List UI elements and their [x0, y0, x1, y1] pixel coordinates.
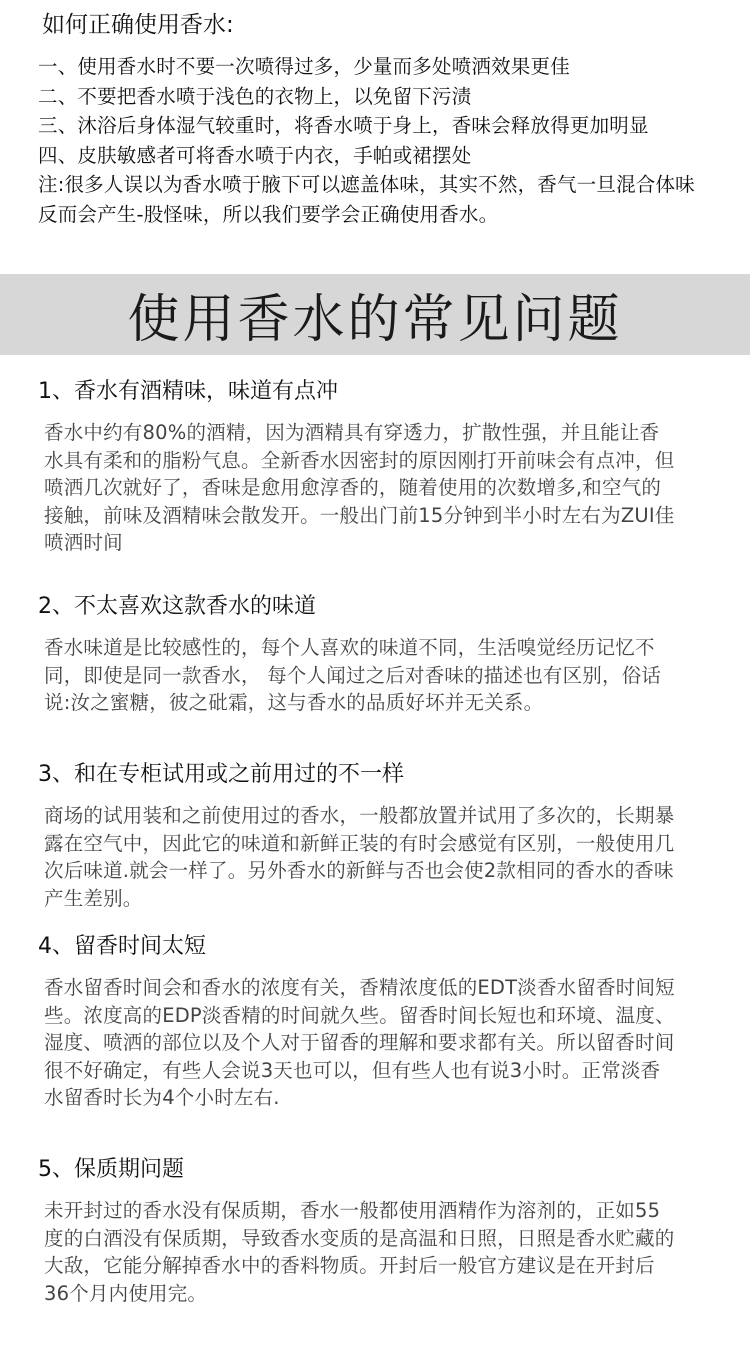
faq-item-2 — [38, 592, 678, 717]
faq-question: 3、和在专柜试用或之前用过的不一样 — [38, 762, 404, 787]
faq-item-5 — [38, 1155, 678, 1307]
faq-banner — [0, 274, 750, 355]
faq-question: 1、香水有酒精味，味道有点冲 — [38, 379, 338, 404]
faq-item-3 — [38, 760, 678, 912]
usage-tips-list — [38, 52, 714, 229]
faq-answer: 商场的试用装和之前使用过的香水，一般都放置并试用了多次的，长期暴露在空气中，因此它的味道和新鲜正装的有时会感觉有区别，一般使用几次后味道.就会一样了。另外香水的新鲜与否也会使2款相同的香水的香味产生差别。 — [44, 804, 675, 910]
faq-question: 4、留香时间太短 — [38, 934, 206, 959]
usage-tips-title: 如何正确使用香水: — [42, 12, 234, 38]
usage-tip-4: 四、皮肤敏感者可将香水喷于内衣，手帕或裙摆处 — [38, 143, 472, 167]
usage-note: 注:很多人误以为香水喷于腋下可以遮盖体味，其实不然，香气一旦混合体味反而会产生-股怪味，所以我们要学会正确使用香水。 — [38, 173, 695, 226]
faq-answer: 香水味道是比较感性的，每个人喜欢的味道不同，生活嗅觉经历记忆不同，即使是同一款香水， 每个人闻过之后对香味的描述也有区别，俗话说:汝之蜜糖，彼之砒霜，这与香水的品质好坏并无关系。 — [44, 636, 662, 714]
faq-question: 2、不太喜欢这款香水的味道 — [38, 594, 316, 619]
faq-answer: 香水留香时间会和香水的浓度有关，香精浓度低的EDT淡香水留香时间短些。浓度高的EDP淡香精的时间就久些。留香时间长短也和环境、温度、湿度、喷洒的部位以及个人对于留香的理解和要求都有关。所以留香时间很不好确定，有些人会说3天也可以，但有些人也有说3小时。正常淡香水留香时长为4个小时左右. — [44, 976, 675, 1109]
faq-item-1 — [38, 377, 678, 557]
faq-answer: 香水中约有80%的酒精，因为酒精具有穿透力，扩散性强，并且能让香水具有柔和的脂粉气息。全新香水因密封的原因刚打开前味会有点冲，但喷洒几次就好了，香味是愈用愈淳香的，随着使用的次数增多,和空气的接触，前味及酒精味会散发开。一般出门前15分钟到半小时左右为ZUI佳喷洒时间 — [44, 421, 675, 554]
usage-tip-3: 三、沐浴后身体湿气较重时，将香水喷于身上，香味会释放得更加明显 — [38, 114, 649, 137]
faq-answer: 未开封过的香水没有保质期，香水一般都使用酒精作为溶剂的，正如55度的白酒没有保质期，导致香水变质的是高温和日照，日照是香水贮藏的大敌，它能分解掉香水中的香料物质。开封后一般官方建议是在开封后36个月内使用完。 — [44, 1199, 675, 1305]
faq-question: 5、保质期问题 — [38, 1157, 184, 1182]
faq-item-4 — [38, 932, 678, 1112]
usage-tip-1: 一、使用香水时不要一次喷得过多，少量而多处喷洒效果更佳 — [38, 55, 570, 78]
faq-banner-title: 使用香水的常见问题 — [127, 290, 623, 350]
usage-tip-2: 二、不要把香水喷于浅色的衣物上，以免留下污渍 — [38, 84, 472, 108]
usage-tips-section — [0, 0, 750, 229]
